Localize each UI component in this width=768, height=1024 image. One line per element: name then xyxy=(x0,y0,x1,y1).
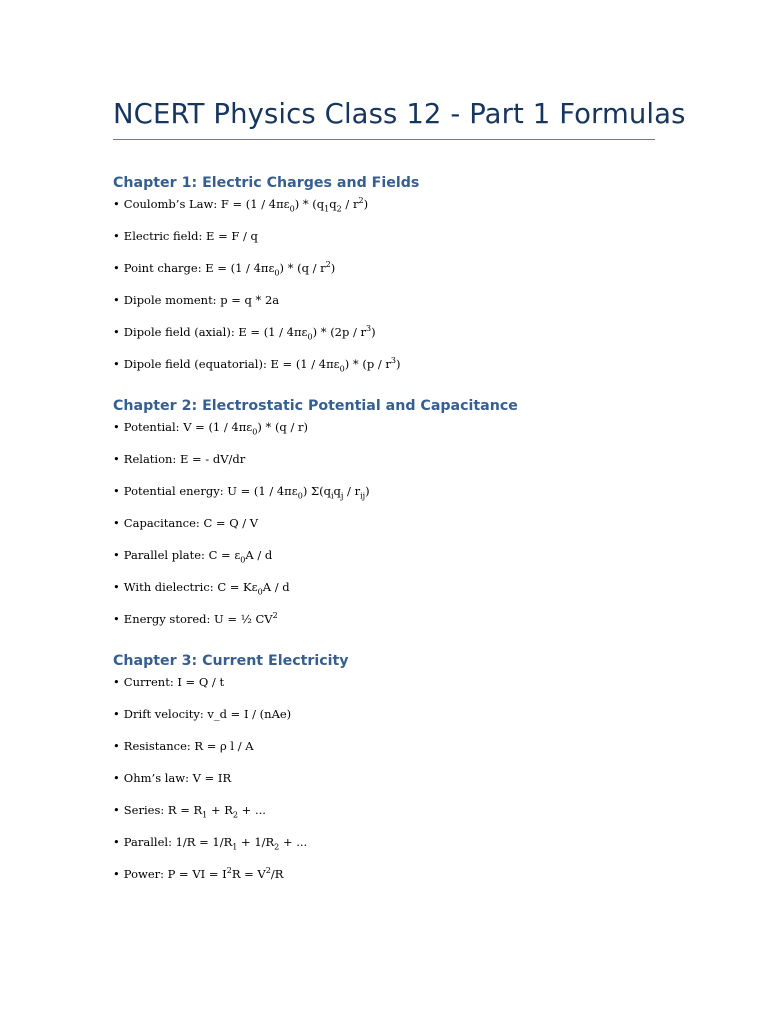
bullet-glyph: • xyxy=(113,325,120,339)
formula-item xyxy=(113,258,655,290)
formula-text: Dipole field (axial): $E = (1 / 4\pi\varepsilon_0) * (2p / r^3)$ xyxy=(123,324,376,342)
formula-item xyxy=(113,449,655,481)
formula-item xyxy=(113,832,655,864)
formula-item xyxy=(113,545,655,577)
formula-text: Electric field: E = F / q xyxy=(123,229,258,243)
formula-text: Parallel plate: $C = \varepsilon_0A / d$ xyxy=(123,548,273,565)
formula-text: Coulomb’s Law: $F = (1 / 4\pi\varepsilon_0) * (q_1q_2 / r^2)$ xyxy=(123,196,369,214)
formula-item xyxy=(113,864,655,896)
formula-text: Parallel: $1/R = 1/R_1 + 1/R_2$ + ... xyxy=(123,835,308,852)
formula-text: Resistance: R = ρ l / A xyxy=(123,739,254,753)
formula-item xyxy=(113,290,655,322)
bullet-glyph: • xyxy=(113,707,120,721)
chapter-1-heading: Chapter 1: Electric Charges and Fields xyxy=(113,175,420,191)
bullet-glyph: • xyxy=(113,835,120,849)
formula-item xyxy=(113,736,655,768)
chapter-3-section xyxy=(113,650,655,896)
formula-text: Energy stored: U = ½ $CV^2$ xyxy=(123,611,278,626)
formula-item xyxy=(113,704,655,736)
formula-text: Series: $R = R_1 + R_2$ + ... xyxy=(123,803,266,820)
formula-item xyxy=(113,481,655,513)
formula-text: Ohm’s law: V = IR xyxy=(123,771,232,785)
formula-text: Dipole moment: p = q * 2a xyxy=(123,293,280,307)
bullet-glyph: • xyxy=(113,197,120,211)
formula-text: Current: I = Q / t xyxy=(123,675,225,689)
title-underline xyxy=(113,139,655,140)
bullet-glyph: • xyxy=(113,675,120,689)
formula-text: Point charge: $E = (1 / 4\pi\varepsilon_0) * (q / r^2)$ xyxy=(123,260,336,278)
bullet-glyph: • xyxy=(113,420,120,434)
formula-text: Capacitance: C = Q / V xyxy=(123,516,259,530)
chapter-2-formula-list xyxy=(113,417,655,641)
formula-text: Relation: E = - dV/dr xyxy=(123,452,246,466)
chapter-3-formula-list xyxy=(113,672,655,896)
bullet-glyph: • xyxy=(113,357,120,371)
document-page xyxy=(113,0,686,1024)
formula-text: With dielectric: $C = K\varepsilon_0A / d$ xyxy=(123,580,290,597)
bullet-glyph: • xyxy=(113,580,120,594)
formula-text: Potential: $V = (1 / 4\pi\varepsilon_0) * (q / r)$ xyxy=(123,420,308,437)
chapter-3-heading: Chapter 3: Current Electricity xyxy=(113,653,349,669)
formula-item xyxy=(113,768,655,800)
formula-item xyxy=(113,322,655,354)
formula-item xyxy=(113,226,655,258)
bullet-glyph: • xyxy=(113,739,120,753)
bullet-glyph: • xyxy=(113,452,120,466)
bullet-glyph: • xyxy=(113,516,120,530)
bullet-glyph: • xyxy=(113,803,120,817)
bullet-glyph: • xyxy=(113,867,120,881)
bullet-glyph: • xyxy=(113,261,120,275)
formula-item xyxy=(113,672,655,704)
bullet-glyph: • xyxy=(113,293,120,307)
formula-text: Power: P = VI = $I^2R = V^2/R$ xyxy=(123,866,284,881)
formula-item xyxy=(113,417,655,449)
bullet-glyph: • xyxy=(113,771,120,785)
chapter-2-section xyxy=(113,395,655,641)
formula-text: Drift velocity: v_d = I / (nAe) xyxy=(123,707,292,721)
formula-text: Potential energy: $U = (1 / 4\pi\varepsilon_0)$ $\Sigma(q_iq_j / r_{ij})$ xyxy=(123,484,370,501)
formula-item xyxy=(113,609,655,641)
bullet-glyph: • xyxy=(113,548,120,562)
formula-text: Dipole field (equatorial): $E = (1 / 4\pi\varepsilon_0) * (p / r^3)$ xyxy=(123,356,401,374)
bullet-glyph: • xyxy=(113,229,120,243)
formula-item xyxy=(113,800,655,832)
chapter-1-formula-list xyxy=(113,194,655,386)
bullet-glyph: • xyxy=(113,612,120,626)
formula-item xyxy=(113,577,655,609)
chapter-2-heading: Chapter 2: Electrostatic Potential and Capacitance xyxy=(113,398,518,414)
document-title: NCERT Physics Class 12 - Part 1 Formulas xyxy=(113,98,686,130)
bullet-glyph: • xyxy=(113,484,120,498)
formula-item xyxy=(113,194,655,226)
chapter-1-section xyxy=(113,172,655,386)
formula-item xyxy=(113,513,655,545)
formula-item xyxy=(113,354,655,386)
